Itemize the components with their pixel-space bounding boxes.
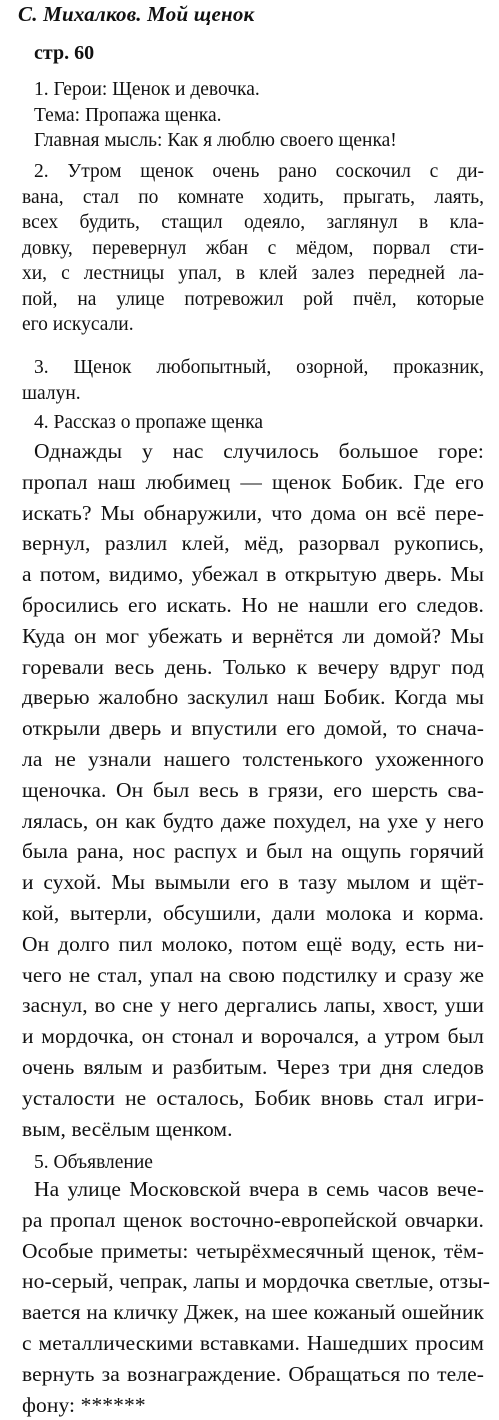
story-line: Однажды у нас случилось большое горе: [34, 439, 484, 463]
ad-line: ра пропал щенок восточно-европейской овчарки. [22, 1207, 484, 1232]
ad-line: фону: ****** [22, 1392, 146, 1417]
answer-2-line: довку, перевернул жбан с мёдом, порвал сти- [22, 237, 484, 259]
answer-3-line: шалун. [22, 382, 81, 404]
story-line: и сухой. Мы вымыли его в тазу мылом и щёт- [22, 870, 484, 895]
answer-1-line: Главная мысль: Как я люблю своего щенка! [34, 130, 397, 151]
story-line: горевали весь день. Только к вечеру вдруг под [22, 654, 484, 679]
answer-2-line: вана, стал по комнате ходить, прыгать, лаять, [22, 186, 484, 208]
ad-heading: 5. Объявление [34, 1152, 153, 1173]
answer-2-line: пой, на улице потревожил рой пчёл, которые [22, 288, 484, 310]
ad-line: с металлическими вставками. Нашедших просим [22, 1330, 484, 1355]
page-reference: стр. 60 [34, 42, 95, 64]
answer-4-line: 4. Рассказ о пропаже щенка [34, 412, 264, 433]
story-line: Он долго пил молоко, потом ещё воду, есть ни- [22, 931, 484, 956]
answer-1-line: 1. Герои: Щенок и девочка. [34, 79, 260, 100]
answer-3 [22, 355, 484, 406]
answer-2-line: всех будить, стащил одеяло, заглянул в кла- [22, 212, 484, 233]
answer-5-heading [22, 1150, 484, 1176]
advertisement-text [22, 1174, 491, 1420]
ad-line: Особые приметы: четырёхмесячный щенок, тём- [22, 1238, 484, 1263]
work-title: С. Михалков. Мой щенок [18, 2, 255, 26]
ad-line: На улице Московской вчера в семь часов вече- [34, 1177, 484, 1201]
answer-3-line: 3. Щенок любопытный, озорной, проказник, [34, 357, 484, 378]
story-line: очень вялым и разбитым. Через три дня следов [22, 1054, 484, 1079]
story-line: искать? Мы обнаружили, что дома он всё пере- [22, 500, 484, 525]
story-line: кой, вытерли, обсушили, дали молока и корма. [22, 900, 484, 925]
story-line: ла не узнали нашего толстенького ухоженного [22, 746, 484, 771]
story-line: бросились его искать. Но не нашли его следов. [22, 592, 484, 617]
answer-2-line: его искусали. [22, 314, 134, 335]
ad-line: вается на кличку Джек, на шее кожаный ошейник [22, 1300, 484, 1325]
answer-2-line: 2. Утром щенок очень рано соскочил с ди- [34, 161, 484, 182]
story-line: щеночка. Он был весь в грязи, его шерсть сва- [22, 777, 484, 802]
story-text [22, 436, 484, 1144]
story-line: вернул, разлил клей, мёд, разорвал рукопись, [22, 531, 484, 556]
story-line: усталости не осталось, Бобик вновь стал игри- [22, 1085, 484, 1110]
answer-2 [22, 159, 484, 338]
story-line: и мордочка, он стонал и ворочался, а утром был [22, 1024, 484, 1049]
story-line: открыли дверь и впустили его домой, то снача- [22, 716, 484, 741]
story-line: вым, весёлым щенком. [22, 1116, 233, 1141]
ad-line: но-серый, чепрак, лапы и мордочка светлые, отзы- [22, 1269, 491, 1294]
story-line: лялась, он как будто даже похудел, на ухе у него [22, 808, 484, 833]
answer-1-line: Тема: Пропажа щенка. [34, 104, 222, 126]
story-line: заснул, во сне у него дергались лапы, хвост, уши [22, 993, 484, 1018]
answer-1 [22, 77, 484, 154]
ad-line: вернуть за вознаграждение. Обращаться по теле- [22, 1361, 484, 1386]
story-line: а потом, видимо, убежал в открытую дверь. Мы [22, 562, 484, 587]
story-line: чего не стал, упал на свою подстилку и сразу же [22, 962, 484, 987]
story-line: была рана, нос распух и был на ощупь горячий [22, 839, 484, 864]
story-line: Куда он мог убежать и вернётся ли домой? Мы [22, 623, 484, 648]
story-line: дверью жалобно заскулил наш Бобик. Когда мы [22, 685, 484, 710]
answer-2-line: хи, с лестницы упал, в клей залез передней ла- [22, 263, 484, 284]
story-line: пропал наш любимец — щенок Бобик. Где его [22, 469, 484, 494]
answer-4-heading [22, 410, 484, 436]
